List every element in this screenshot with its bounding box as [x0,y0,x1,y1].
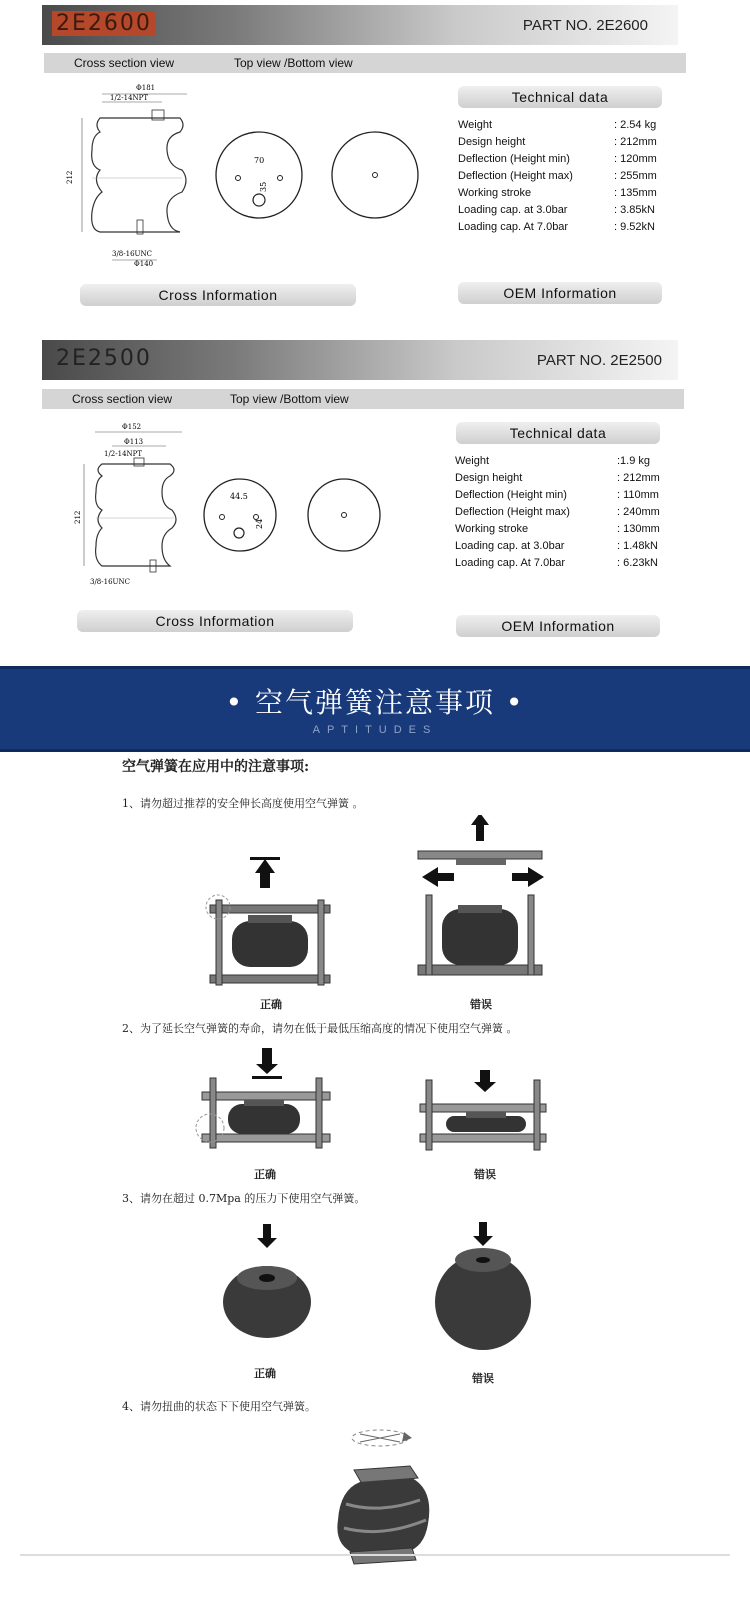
spec-label: Deflection (Height max) [458,170,573,182]
cross-section-drawing [62,80,202,270]
view-bar [42,389,684,409]
cross-information-button[interactable]: Cross Information [77,610,353,632]
spec-value: : 6.23kN [617,557,658,569]
spec-label: Design height [458,136,526,148]
spec-value: : 1.48kN [617,540,658,552]
top-view-drawing [214,130,304,220]
spec-row [455,453,675,470]
compression-illustration [190,1042,560,1157]
spec-row [455,470,675,487]
twist-illustration [320,1420,440,1570]
bottom-view-drawing [330,130,420,220]
spec-value: : 130mm [617,523,660,535]
oem-information-button[interactable]: OEM Information [456,615,660,637]
spec-row [458,202,678,219]
cross-section-label: Cross section view [74,56,175,70]
spec-table [458,117,678,236]
spec-row [458,117,678,134]
top-view-drawing [202,477,278,553]
cross-section-label: Cross section view [72,392,173,406]
oem-information-button[interactable]: OEM Information [458,282,662,304]
spec-value: : 120mm [614,153,657,165]
note-item-4: 4、请勿扭曲的状态下下使用空气弹簧。 [122,1400,316,1413]
spec-value: : 212mm [617,472,660,484]
banner-title: • 空气弹簧注意事项 • [225,686,525,719]
label-correct: 正确 [260,998,282,1011]
spec-label: Working stroke [455,523,529,535]
spec-value: : 212mm [614,136,657,148]
top-view-label: Top view /Bottom view [234,56,353,70]
part-number: PART NO. 2E2500 [536,352,662,369]
spec-label: Design height [455,472,523,484]
dim-top-dia: Φ181 [136,84,156,92]
spec-value: : 135mm [614,187,657,199]
dim-height: 212 [74,510,82,524]
dim-height: 212 [66,170,74,184]
dim-port: 1/2-14NPT [104,450,143,458]
bottom-view-drawing [306,477,382,553]
spec-value: : 110mm [617,489,659,501]
bottom-divider [20,1554,730,1556]
spec-label: Loading cap. at 3.0bar [455,540,565,552]
spec-label: Deflection (Height min) [455,489,567,501]
spec-value: : 255mm [614,170,657,182]
spec-row [458,134,678,151]
product-header [42,340,678,380]
spec-value: : 240mm [617,506,660,518]
cross-information-button[interactable]: Cross Information [80,284,356,306]
spec-row [458,219,678,236]
product-header [42,5,678,45]
spec-value: : 2.54 kg [614,119,657,131]
dim-spacing: 70 [254,156,265,165]
view-bar [44,53,686,73]
spec-row [455,521,675,538]
spec-label: Weight [458,119,493,131]
dim-inner-dia: Φ113 [124,438,144,446]
spec-label: Loading cap. At 7.0bar [458,221,569,233]
technical-data-title: Technical data [456,422,660,444]
spec-label: Loading cap. at 3.0bar [458,204,568,216]
spec-label: Weight [455,455,490,467]
spec-value: :1.9 kg [617,455,651,467]
dim-spacing: 44.5 [230,492,248,501]
spec-row [455,487,675,504]
banner-subtitle: APTITUDES [312,724,438,736]
spec-label: Loading cap. At 7.0bar [455,557,566,569]
label-wrong: 错误 [470,998,492,1011]
spec-row [458,168,678,185]
part-number: PART NO. 2E2600 [522,17,648,34]
dim-port: 1/2-14NPT [110,94,149,102]
spec-table [455,453,675,572]
cross-section-drawing [70,420,190,590]
technical-data-title: Technical data [458,86,662,108]
product-code: 2E2500 [56,346,152,371]
dim-base-dia: Φ140 [134,260,154,268]
spec-row [455,504,675,521]
spec-row [458,151,678,168]
dim-bolt: 3/8-16UNC [112,250,152,258]
spec-label: Working stroke [458,187,532,199]
spec-value: : 9.52kN [614,221,655,233]
spec-label: Deflection (Height min) [458,153,570,165]
dim-offset: 24 [255,518,264,529]
label-wrong: 错误 [474,1168,496,1181]
dim-top-dia: Φ152 [122,423,142,431]
label-correct: 正确 [254,1168,276,1181]
note-item-1: 1、请勿超过推荐的安全伸长高度使用空气弹簧 。 [122,797,364,810]
dim-offset: 35 [259,181,268,192]
spec-row [458,185,678,202]
extension-illustration [200,815,560,990]
label-correct: 正确 [254,1367,276,1380]
dim-bolt: 3/8-16UNC [90,578,130,586]
spec-row [455,555,675,572]
notes-heading: 空气弹簧在应用中的注意事项: [122,759,310,775]
notice-banner [0,666,750,752]
label-wrong: 错误 [472,1372,494,1385]
top-view-label: Top view /Bottom view [230,392,349,406]
pressure-illustration [215,1222,545,1352]
spec-label: Deflection (Height max) [455,506,570,518]
note-item-3: 3、请勿在超过 0.7Mpa 的压力下使用空气弹簧。 [122,1192,366,1205]
note-item-2: 2、为了延长空气弹簧的寿命，请勿在低于最低压缩高度的情况下使用空气弹簧 。 [122,1022,518,1035]
spec-value: : 3.85kN [614,204,655,216]
product-code: 2E2600 [52,11,156,36]
spec-row [455,538,675,555]
